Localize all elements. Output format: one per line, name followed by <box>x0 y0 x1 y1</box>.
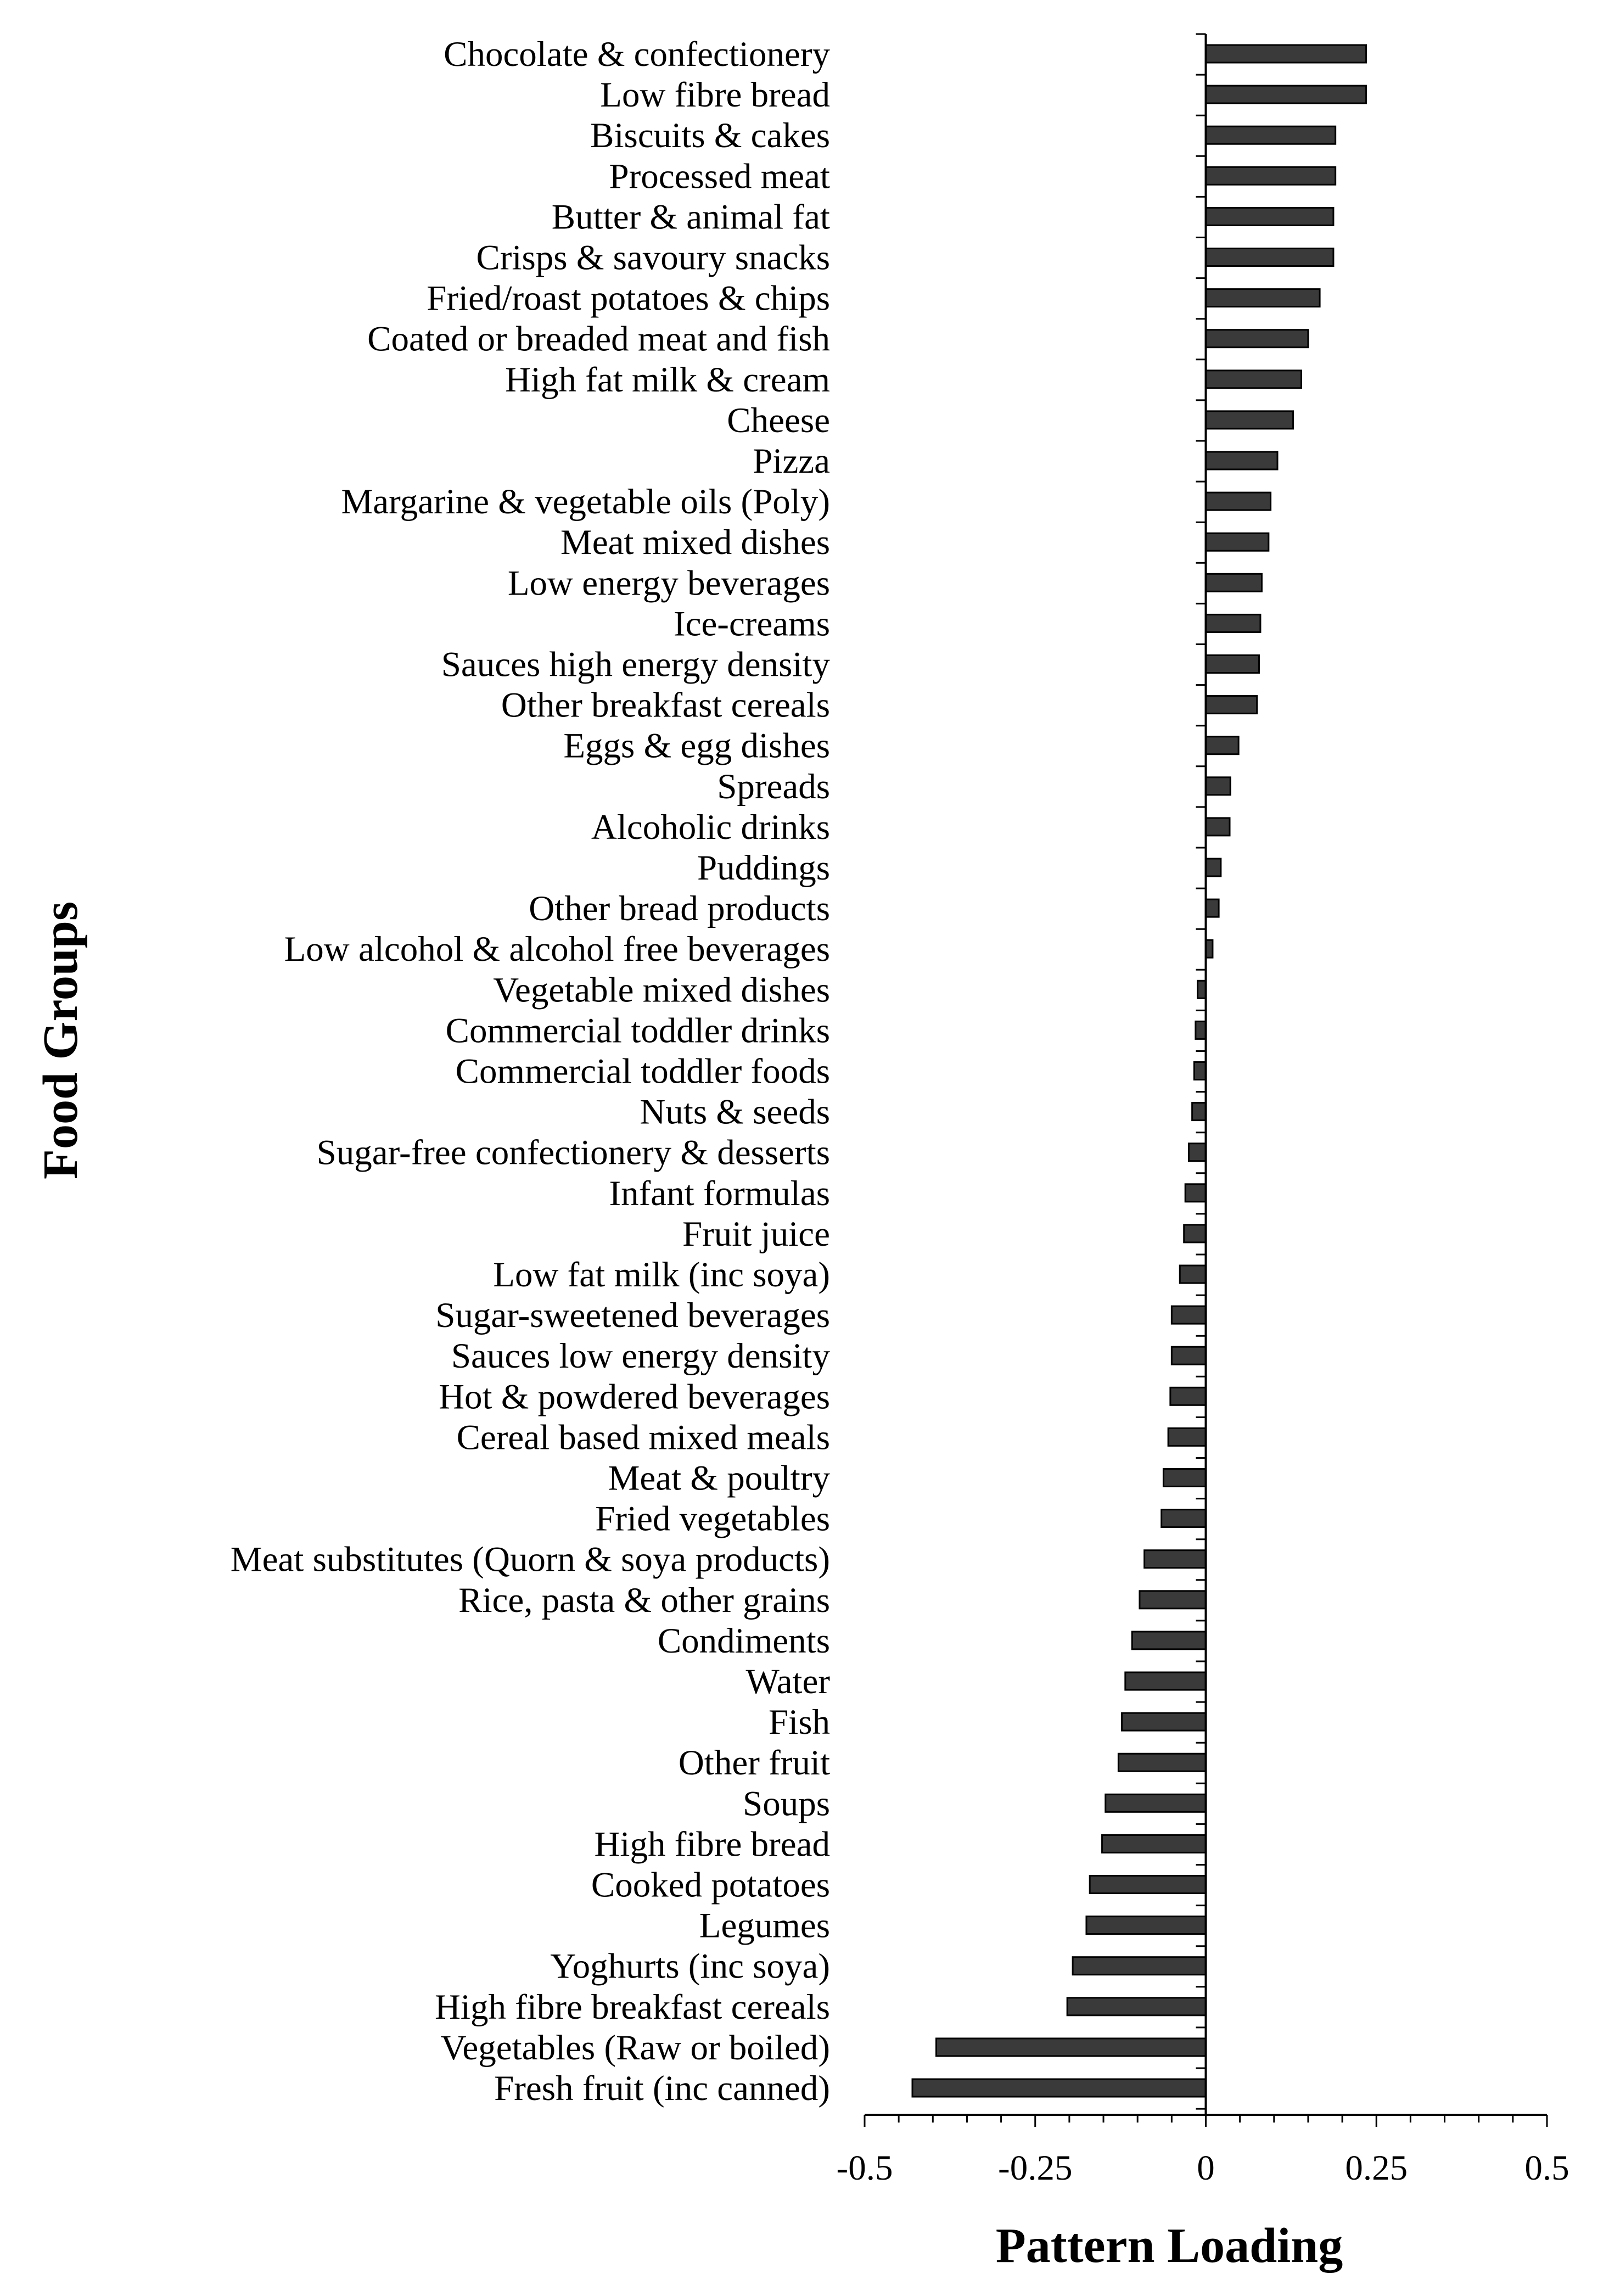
bar <box>1206 614 1260 632</box>
category-label: Sugar-sweetened beverages <box>435 1296 830 1336</box>
x-tick-label: 0 <box>1197 2148 1215 2188</box>
category-label: Cereal based mixed meals <box>456 1418 830 1458</box>
bar <box>1206 330 1308 348</box>
category-label: Meat mixed dishes <box>560 523 830 563</box>
bar <box>1198 981 1206 998</box>
bar <box>1170 1387 1206 1405</box>
bar <box>1196 1021 1206 1039</box>
bars-layer <box>912 45 1366 2097</box>
category-label: Low alcohol & alcohol free beverages <box>284 929 830 970</box>
category-label: Rice, pasta & other grains <box>458 1580 830 1620</box>
bar <box>912 2079 1206 2097</box>
bar <box>1206 86 1366 103</box>
bar <box>1180 1265 1206 1283</box>
bar <box>1206 533 1269 551</box>
category-label: Low energy beverages <box>507 563 830 603</box>
bar <box>1086 1917 1206 1934</box>
category-label: Other breakfast cereals <box>501 685 830 725</box>
bar <box>1206 371 1302 388</box>
bar <box>1163 1469 1206 1487</box>
category-label: High fat milk & cream <box>504 360 830 400</box>
x-axis-ticks <box>837 2115 1569 2188</box>
bar <box>1102 1835 1206 1852</box>
bar <box>1206 737 1239 754</box>
x-tick-label: 0.5 <box>1524 2148 1569 2188</box>
bar <box>1140 1591 1206 1609</box>
bar <box>1206 696 1257 714</box>
category-label: Sauces high energy density <box>441 645 830 685</box>
bar <box>1171 1347 1206 1364</box>
bar <box>1206 208 1333 225</box>
category-label: Processed meat <box>609 156 830 197</box>
category-label: Vegetables (Raw or boiled) <box>440 2028 830 2068</box>
category-label: Yoghurts (inc soya) <box>550 1946 830 1986</box>
category-label: Ice-creams <box>673 604 830 644</box>
category-label: Hot & powdered beverages <box>439 1377 830 1417</box>
category-label: Butter & animal fat <box>551 197 830 237</box>
category-label: Pizza <box>753 441 830 481</box>
bar <box>1206 574 1262 591</box>
category-label: Soups <box>743 1784 830 1824</box>
category-label: Sugar-free confectionery & desserts <box>316 1133 830 1173</box>
bar <box>937 2039 1206 2056</box>
category-label: Nuts & seeds <box>640 1092 830 1132</box>
bar <box>1185 1184 1206 1202</box>
category-label: Fried/roast potatoes & chips <box>427 278 830 318</box>
bar <box>1073 1957 1206 1975</box>
category-label: Margarine & vegetable oils (Poly) <box>341 482 830 522</box>
category-label: Fish <box>768 1703 830 1743</box>
bar <box>1206 45 1366 63</box>
category-label: Puddings <box>697 848 830 888</box>
category-labels <box>231 35 831 2108</box>
category-label: Meat substitutes (Quorn & soya products) <box>230 1539 830 1580</box>
category-label: Other bread products <box>529 889 830 929</box>
bar <box>1168 1428 1206 1446</box>
category-label: Cheese <box>727 400 830 440</box>
bar <box>1125 1672 1206 1690</box>
category-label: Vegetable mixed dishes <box>493 970 830 1010</box>
bar <box>1206 411 1293 429</box>
y-axis-title: Food Groups <box>33 901 88 1179</box>
bar <box>1118 1754 1206 1771</box>
category-label: Legumes <box>699 1906 830 1946</box>
bar <box>1206 656 1259 673</box>
category-label: Fresh fruit (inc canned) <box>494 2069 830 2108</box>
bar <box>1206 859 1221 876</box>
category-label: Low fibre bread <box>600 75 830 115</box>
bar <box>1206 492 1271 510</box>
bar <box>1206 249 1333 266</box>
bar <box>1206 777 1231 795</box>
bar <box>1090 1876 1206 1894</box>
bar <box>1184 1225 1206 1242</box>
category-label: Coated or breaded meat and fish <box>367 319 830 359</box>
category-label: Spreads <box>717 766 830 807</box>
x-axis-title: Pattern Loading <box>995 2219 1343 2273</box>
category-label: Fruit juice <box>682 1214 830 1254</box>
category-label: Crisps & savoury snacks <box>476 238 830 278</box>
category-label: Fried vegetables <box>595 1499 830 1539</box>
category-label: Sauces low energy density <box>451 1336 830 1376</box>
category-label: Alcoholic drinks <box>591 807 830 847</box>
category-label: Chocolate & confectionery <box>444 35 830 74</box>
category-label: Other fruit <box>678 1743 830 1783</box>
category-label: Meat & poultry <box>608 1458 830 1498</box>
bar <box>1206 899 1219 917</box>
bar <box>1192 1103 1206 1121</box>
bar <box>1206 126 1336 144</box>
bar <box>1206 167 1336 184</box>
bar <box>1067 1998 1206 2015</box>
category-label: Commercial toddler foods <box>455 1051 830 1091</box>
bar <box>1132 1632 1206 1649</box>
bar <box>1206 289 1320 307</box>
bar <box>1122 1713 1206 1731</box>
category-label: Low fat milk (inc soya) <box>493 1255 830 1295</box>
category-label: Eggs & egg dishes <box>563 726 830 766</box>
category-label: Condiments <box>657 1621 830 1661</box>
bar <box>1194 1062 1206 1080</box>
category-label: Water <box>745 1662 830 1701</box>
category-label: Biscuits & cakes <box>590 116 830 156</box>
x-tick-label: -0.25 <box>998 2148 1073 2188</box>
category-label: High fibre bread <box>594 1824 830 1864</box>
bar <box>1206 452 1278 469</box>
x-tick-label: 0.25 <box>1345 2148 1408 2188</box>
bar <box>1206 818 1230 836</box>
bar <box>1145 1550 1206 1568</box>
bar <box>1171 1306 1206 1324</box>
bar <box>1162 1510 1206 1527</box>
category-label: Infant formulas <box>609 1173 830 1213</box>
category-label: High fibre breakfast cereals <box>434 1987 830 2027</box>
bar <box>1188 1144 1206 1161</box>
x-tick-label: -0.5 <box>836 2148 893 2188</box>
category-label: Cooked potatoes <box>591 1865 830 1905</box>
bar <box>1106 1794 1206 1812</box>
category-label: Commercial toddler drinks <box>445 1011 830 1051</box>
